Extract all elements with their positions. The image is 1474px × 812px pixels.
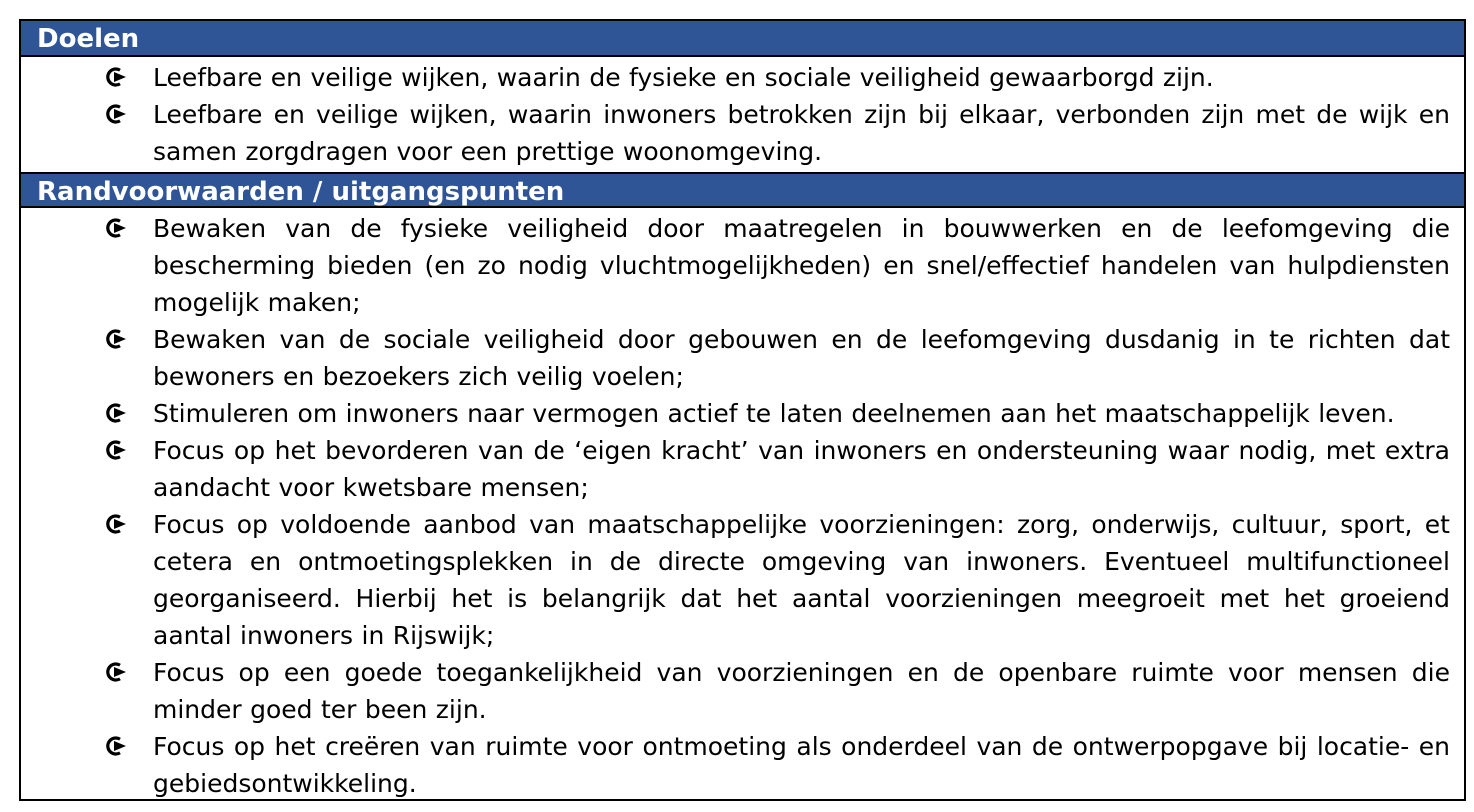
list-item	[21, 432, 1450, 506]
arrow-right-circle-icon	[105, 506, 135, 535]
arrow-right-circle-icon	[105, 395, 135, 424]
list-item-text: Focus op het creëren van ruimte voor ontmoeting als onderdeel van de ontwerpopgave bij locatie- en gebiedsontwikkeling.	[153, 732, 1450, 798]
list-item-text: Leefbare en veilige wijken, waarin inwoners betrokken zijn bij elkaar, verbonden zijn met de wijk en samen zorgdragen voor een prettige woonomgeving.	[153, 100, 1450, 166]
list-item-text: Focus op voldoende aanbod van maatschappelijke voorzieningen: zorg, onderwijs, cultuur, sport, et cetera en ontmoetingsplekken in de directe omgeving van inwoners. Eventueel multifunctioneel georganiseerd. Hierbij het is belangrijk dat het aantal voorzieningen meegroeit met het groeiend aantal inwoners in Rijswijk;	[153, 510, 1450, 650]
arrow-right-circle-icon	[105, 728, 135, 757]
list-item-text: Leefbare en veilige wijken, waarin de fysieke en sociale veiligheid gewaarborgd zijn.	[153, 63, 1214, 92]
arrow-right-circle-icon	[105, 654, 135, 683]
list-item-text: Focus op het bevorderen van de ‘eigen kracht’ van inwoners en ondersteuning waar nodig, met extra aandacht voor kwetsbare mensen;	[153, 436, 1450, 502]
list-item	[21, 210, 1450, 321]
arrow-right-circle-icon	[105, 59, 135, 88]
list-item	[21, 321, 1450, 395]
list-item	[21, 654, 1450, 728]
goals-table	[19, 19, 1466, 801]
list-item-text: Focus op een goede toegankelijkheid van voorzieningen en de openbare ruimte voor mensen die minder goed ter been zijn.	[153, 658, 1450, 724]
arrow-right-circle-icon	[105, 321, 135, 350]
list-item-text: Stimuleren om inwoners naar vermogen actief te laten deelnemen aan het maatschappelijk leven.	[153, 399, 1395, 428]
list-item	[21, 395, 1450, 432]
list-item-text: Bewaken van de sociale veiligheid door gebouwen en de leefomgeving dusdanig in te richten dat bewoners en bezoekers zich veilig voelen;	[153, 325, 1450, 391]
section-body-doelen	[21, 57, 1464, 172]
arrow-right-circle-icon	[105, 96, 135, 125]
arrow-right-circle-icon	[105, 432, 135, 461]
list-item	[21, 96, 1450, 170]
section-header-doelen: Doelen	[21, 21, 1464, 57]
section-body-randvoorwaarden	[21, 208, 1464, 804]
bullet-list-doelen	[21, 59, 1450, 170]
section-header-randvoorwaarden: Randvoorwaarden / uitgangspunten	[21, 172, 1464, 208]
list-item	[21, 506, 1450, 654]
list-item	[21, 728, 1450, 802]
list-item-text: Bewaken van de fysieke veiligheid door maatregelen in bouwwerken en de leefomgeving die bescherming bieden (en zo nodig vluchtmogelijkheden) en snel/effectief handelen van hulpdiensten mogelijk maken;	[153, 214, 1450, 317]
list-item	[21, 59, 1450, 96]
bullet-list-randvoorwaarden	[21, 210, 1450, 802]
arrow-right-circle-icon	[105, 210, 135, 239]
